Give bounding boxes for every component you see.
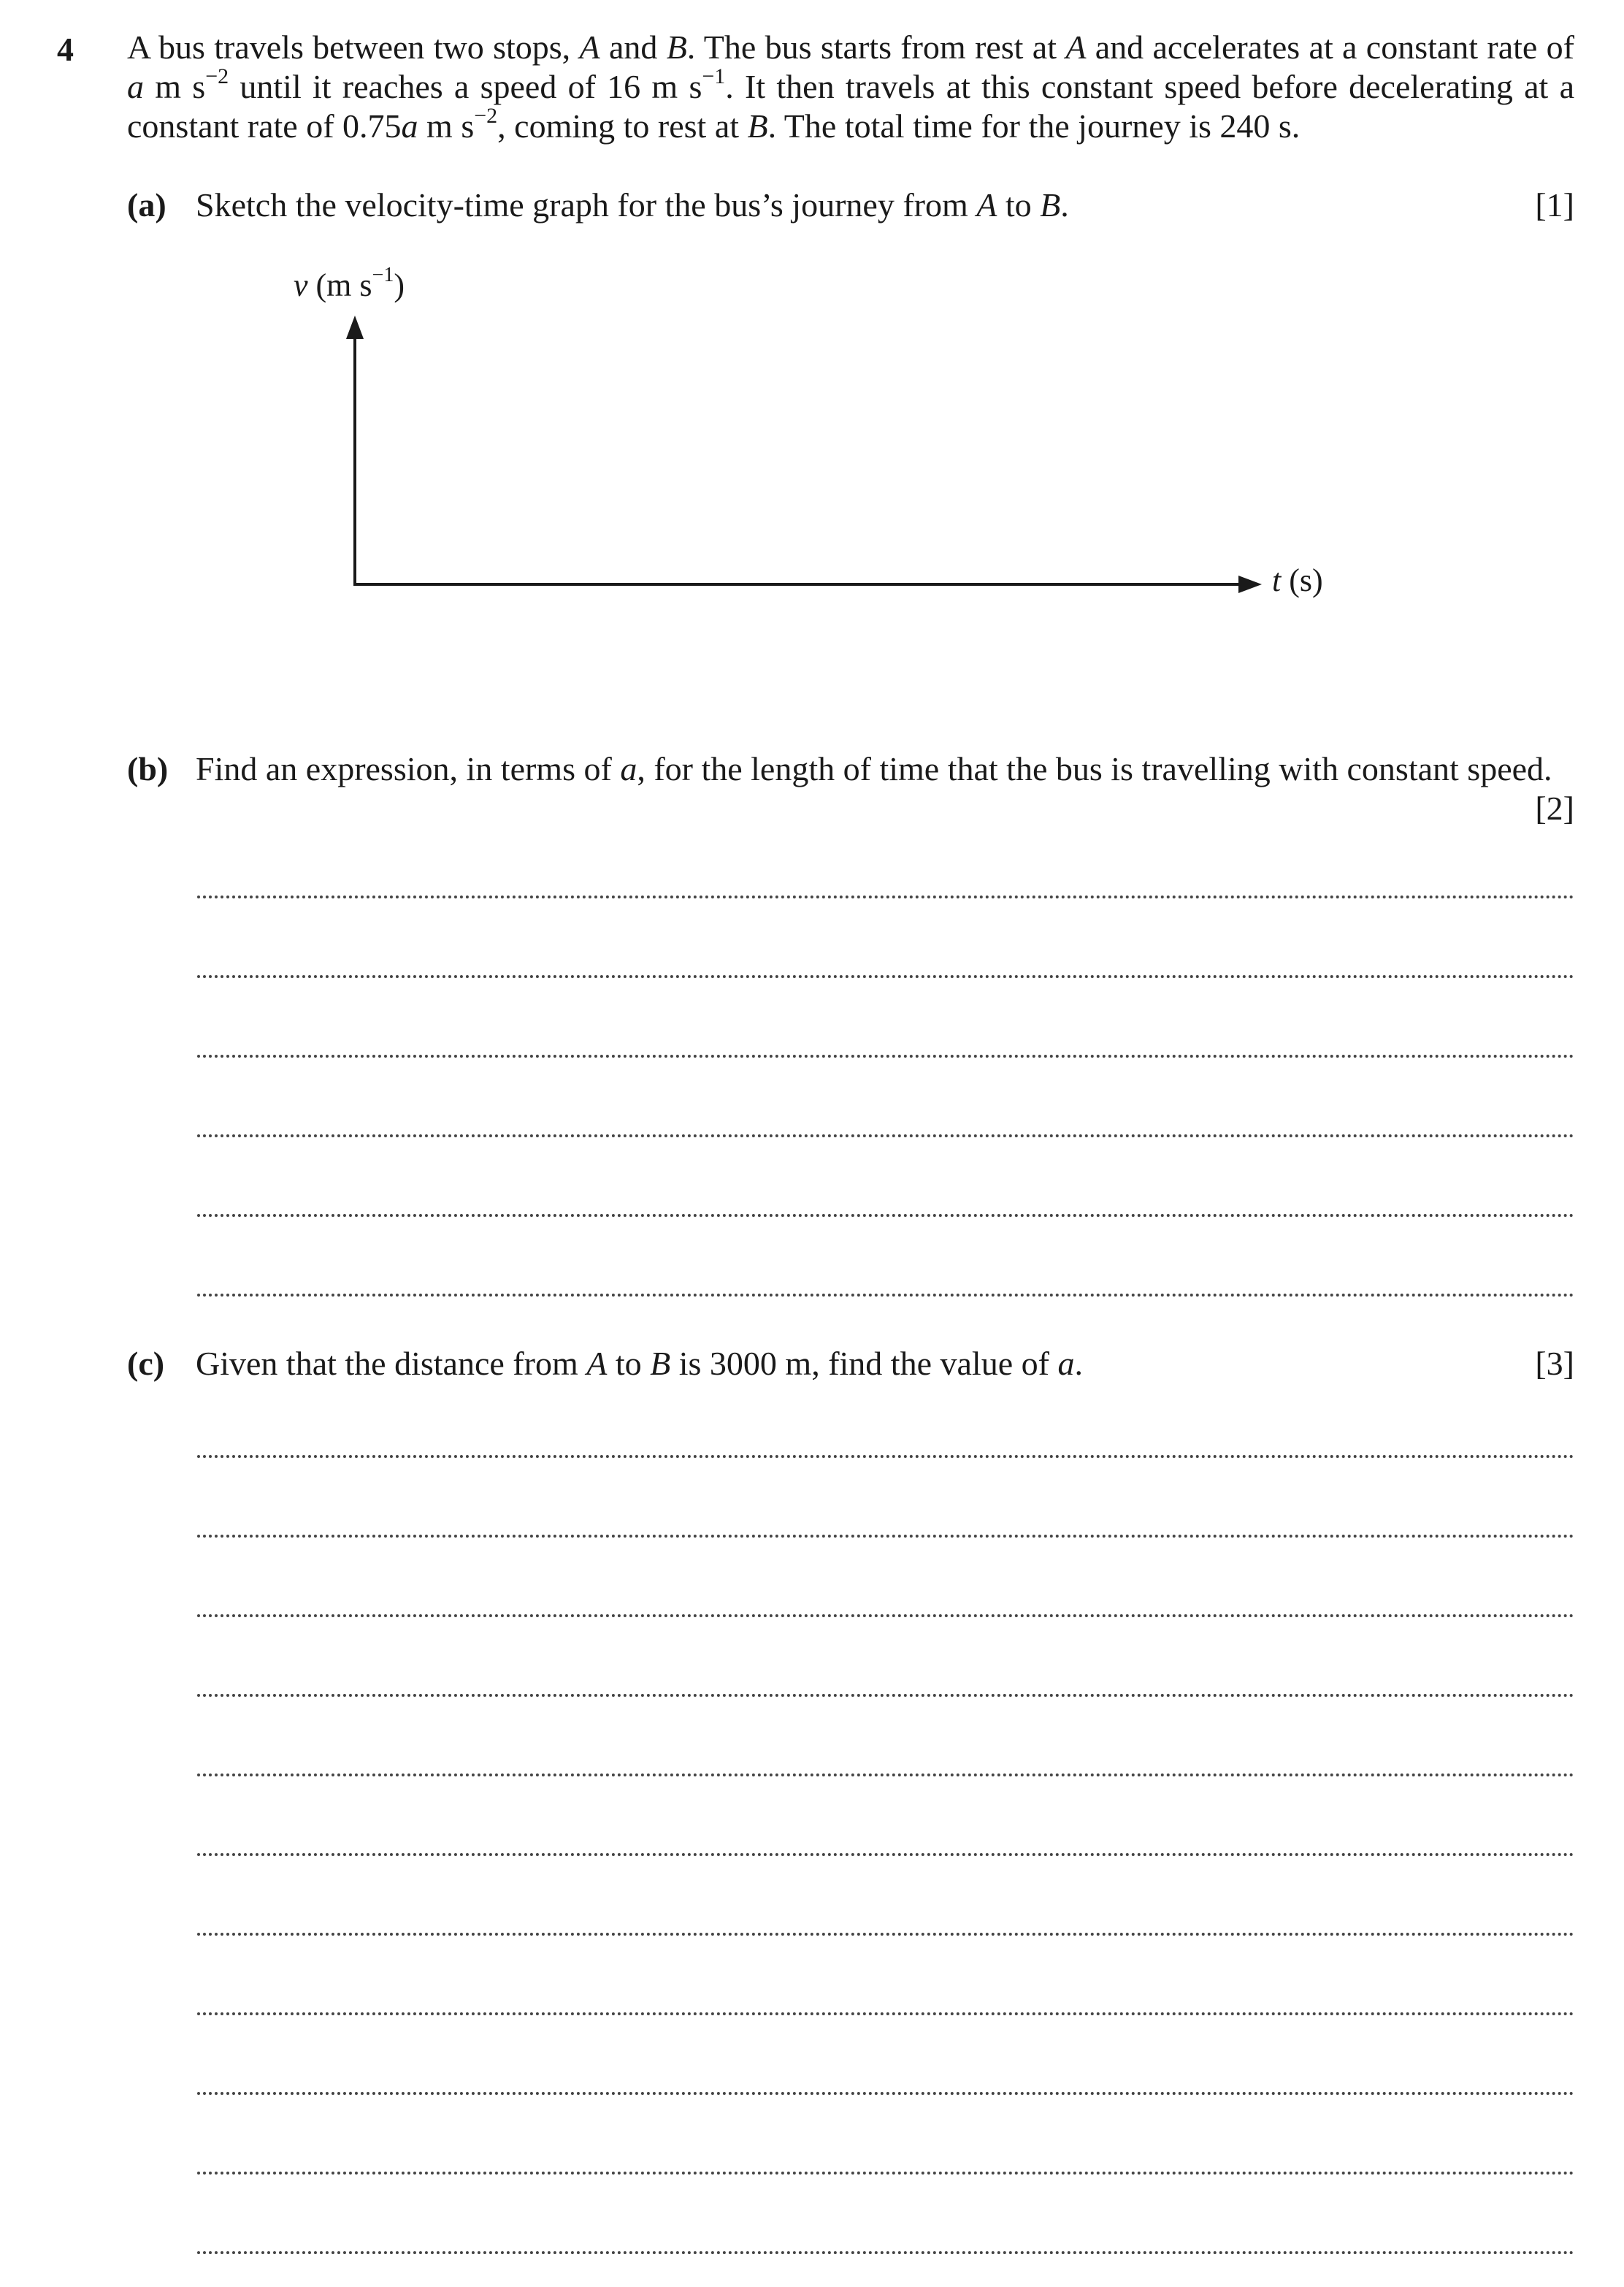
stem-text: . It then travels at this constant speed before decelerating at a constant rate of 0.75 [127, 68, 1575, 145]
stem-exponent: −2 [474, 103, 498, 128]
part-c-text-segment: to [607, 1345, 651, 1382]
part-b-text-segment: , for the length of time that the bus is travelling with constant speed. [637, 750, 1552, 787]
y-axis-unit-exponent: −1 [372, 264, 394, 287]
answer-line[interactable] [197, 1774, 1574, 1776]
part-b-text-segment: Find an expression, in terms of [196, 750, 621, 787]
answer-line[interactable] [197, 1933, 1574, 1936]
stem-var-A: A [1065, 28, 1087, 66]
part-b-text [196, 749, 1574, 789]
answer-line[interactable] [197, 1614, 1574, 1617]
answer-line[interactable] [197, 896, 1574, 898]
part-c [127, 1344, 1574, 1388]
answer-line[interactable] [197, 2012, 1574, 2015]
part-a-text-segment: Sketch the velocity-time graph for the bus’s journey from [196, 186, 977, 224]
part-a-text-segment: . [1060, 186, 1069, 224]
part-a-text-segment: to [997, 186, 1041, 224]
x-axis-arrowhead [1238, 576, 1262, 593]
stem-text: m s [418, 107, 475, 145]
question-number: 4 [57, 31, 74, 68]
answer-line[interactable] [197, 2172, 1574, 2175]
stem-text: until it reaches a speed of 16 m s [229, 68, 702, 105]
stem-text: , coming to rest at [497, 107, 748, 145]
answer-line[interactable] [197, 2251, 1574, 2254]
answer-line[interactable] [197, 1694, 1574, 1697]
part-c-text [196, 1344, 1574, 1383]
part-a-var-A: A [976, 186, 997, 224]
y-axis-unit: (m s [307, 267, 372, 303]
part-a-marks: [1] [1535, 186, 1574, 224]
stem-var-B: B [666, 28, 687, 66]
y-axis-arrowhead [346, 316, 364, 339]
answer-line[interactable] [197, 1535, 1574, 1538]
part-b-marks: [2] [1535, 790, 1574, 827]
stem-text: m s [144, 68, 206, 105]
part-a-label: (a) [127, 186, 166, 224]
stem-text: A bus travels between two stops, [127, 28, 580, 66]
part-c-label: (c) [127, 1345, 165, 1382]
stem-text: . The total time for the journey is 240 s. [767, 107, 1301, 145]
stem-text: . The bus starts from rest at [686, 28, 1066, 66]
answer-line[interactable] [197, 1294, 1574, 1297]
stem-var-A: A [579, 28, 600, 66]
part-c-var-B: B [650, 1345, 671, 1382]
answer-line[interactable] [197, 1455, 1574, 1458]
answer-line[interactable] [197, 1055, 1574, 1058]
answer-line[interactable] [197, 1214, 1574, 1217]
stem-text: and accelerates at a constant rate of [1086, 28, 1574, 66]
y-axis-var: v [294, 267, 308, 303]
part-c-text-segment: Given that the distance from [196, 1345, 587, 1382]
stem-exponent: −2 [205, 64, 229, 88]
part-c-marks: [3] [1535, 1345, 1574, 1382]
stem-var-a: a [127, 68, 144, 105]
part-c-var-a: a [1057, 1345, 1075, 1382]
x-axis-var: t [1272, 562, 1282, 598]
part-a [127, 186, 1574, 229]
part-a-text [196, 186, 1574, 225]
answer-line[interactable] [197, 1134, 1574, 1137]
question-stem [127, 28, 1574, 146]
y-axis-unit-close: ) [394, 267, 405, 303]
part-a-var-B: B [1040, 186, 1061, 224]
part-b-label: (b) [127, 750, 169, 787]
part-b [127, 749, 1574, 830]
answer-line[interactable] [197, 1853, 1574, 1856]
answer-line[interactable] [197, 975, 1574, 978]
part-b-var-a: a [620, 750, 637, 787]
stem-text: and [600, 28, 667, 66]
velocity-time-graph[interactable] [277, 263, 1358, 614]
x-axis-label [1272, 562, 1323, 599]
part-c-text-segment: is 3000 m, find the value of [670, 1345, 1058, 1382]
stem-var-B: B [747, 107, 768, 145]
graph-axes [277, 263, 1358, 614]
stem-exponent: −1 [702, 64, 726, 88]
part-c-text-segment: . [1074, 1345, 1083, 1382]
y-axis-label [294, 264, 405, 304]
stem-var-a: a [401, 107, 418, 145]
x-axis-unit: (s) [1281, 562, 1323, 598]
answer-line[interactable] [197, 2092, 1574, 2095]
part-c-var-A: A [586, 1345, 608, 1382]
